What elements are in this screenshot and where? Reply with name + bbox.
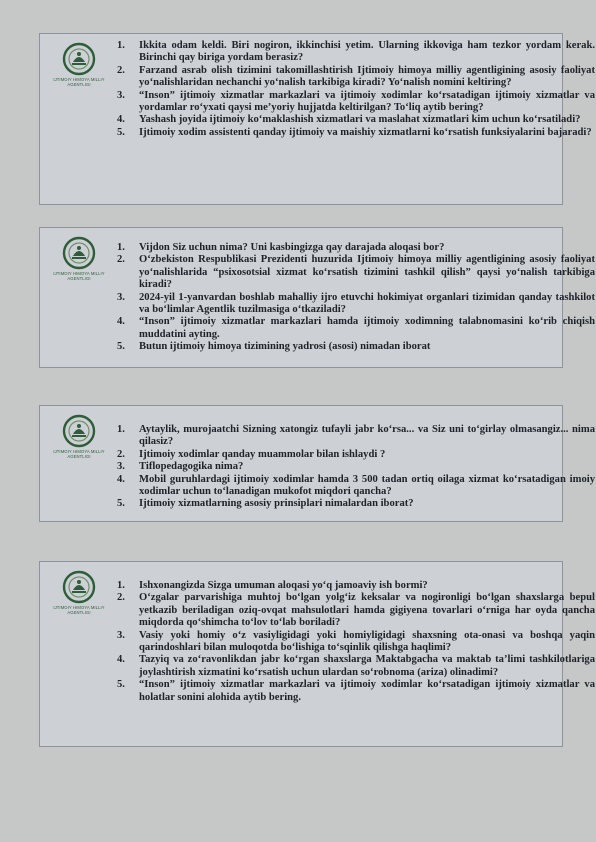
agency-emblem-icon	[62, 570, 96, 604]
question-item	[117, 89, 595, 115]
question-number: 5.	[117, 341, 125, 353]
agency-name: IJTIMOIY HIMOYA MILLIY AGENTLIGI	[53, 605, 105, 615]
question-list	[117, 424, 595, 511]
question-item	[117, 114, 595, 126]
question-number: 4.	[117, 114, 125, 126]
question-text: “Inson” ijtimoiy xizmatlar markazlari va ijtimoiy xodimlar ko‘rsatadigan ijtimoiy xizmatlar va holatlar sonini alohida aytib bering.	[139, 679, 595, 703]
question-item	[117, 461, 595, 473]
question-item	[117, 424, 595, 449]
question-item	[117, 64, 595, 90]
agency-logo	[50, 414, 108, 459]
question-text: O‘zgalar parvarishiga muhtoj bo‘lgan yolg‘iz keksalar va nogironligi bo‘lgan shaxslarga bepul yetkazib beriladigan oziq-ovqat mahsulotlari hamda gigiyena tovarlari o‘rniga har oyda qancha miqdorda qo‘shimcha to‘lov to‘lab boriladi?	[139, 592, 595, 629]
question-item	[117, 341, 595, 353]
question-text: Farzand asrab olish tizimini takomillashtirish Ijtimoiy himoya milliy agentligining asosiy faoliyat yo‘nalishlaridan nechanchi yo‘nalish tarkibiga kiradi? Yo‘nalish nomini keltiring?	[139, 64, 595, 89]
question-number: 5.	[117, 679, 125, 691]
question-item	[117, 254, 595, 291]
question-card-1	[39, 33, 595, 205]
question-card-4	[39, 561, 595, 747]
question-text: Butun ijtimoiy himoya tizimining yadrosi (asosi) nimadan iborat	[139, 341, 431, 353]
question-card-3	[39, 405, 595, 522]
question-text: “Inson” ijtimoiy xizmatlar markazlari hamda ijtimoiy xodimning talabnomasini ko‘rib chiqish muddatini ayting.	[139, 316, 595, 340]
agency-emblem-icon	[62, 42, 96, 76]
question-number: 5.	[117, 126, 125, 138]
question-text: Mobil guruhlardagi ijtimoiy xodimlar hamda 3 500 tadan ortiq oilaga xizmat ko‘rsatadigan imoiy xodimlar uchun to‘lanadigan mukofot miqdori qancha?	[139, 473, 595, 498]
question-text: Yashash joyida ijtimoiy ko‘maklashish xizmatlari va maslahat xizmatlari kim uchun ko‘rsatiladi?	[139, 114, 581, 126]
question-item	[117, 473, 595, 499]
question-number: 1.	[117, 242, 125, 253]
agency-name: IJTIMOIY HIMOYA MILLIY AGENTLIGI	[53, 271, 105, 281]
question-text: “Inson” ijtimoiy xizmatlar markazlari va ijtimoiy xodimlar ko‘rsatadigan ijtimoiy xizmatlar va yordamlar ro‘yxati qaysi me’yoriy hujjatda keltirilgan? To‘liq aytib bering?	[139, 89, 595, 114]
agency-emblem-icon	[62, 236, 96, 270]
question-item	[117, 629, 595, 655]
question-item	[117, 679, 595, 704]
question-text: Ishxonangizda Sizga umuman aloqasi yo‘q jamoaviy ish bormi?	[139, 580, 428, 591]
question-item	[117, 291, 595, 317]
question-number: 3.	[117, 461, 125, 473]
question-number: 2.	[117, 254, 125, 266]
question-list	[117, 40, 595, 139]
question-text: Vasiy yoki homiy o‘z vasiyligidagi yoki homiyligidagi shaxsning ota-onasi va boshqa yaqin qarindoshlari bilan muloqotda bo‘lishiga to‘sqinlik qilishga haqlimi?	[139, 629, 595, 654]
question-item	[117, 448, 595, 461]
question-number: 2.	[117, 448, 125, 460]
question-number: 3.	[117, 629, 125, 641]
agency-logo	[50, 236, 108, 281]
question-number: 4.	[117, 654, 125, 666]
question-number: 1.	[117, 424, 125, 435]
question-text: Ijtimoiy xizmatlarning asosiy prinsiplari nimalardan iborat?	[139, 498, 414, 510]
question-text: Ijtimoiy xodim assistenti qanday ijtimoiy va maishiy xizmatlarni ko‘rsatish funksiyalarini bajaradi?	[139, 126, 592, 138]
agency-emblem-icon	[62, 414, 96, 448]
question-number: 5.	[117, 498, 125, 510]
question-number: 2.	[117, 592, 125, 604]
question-number: 3.	[117, 291, 125, 303]
question-text: O‘zbekiston Respublikasi Prezidenti huzurida Ijtimoiy himoya milliy agentligining asosiy faoliyat yo‘nalishlarida “psixosotsial xizmat ko‘rsatish tizimini tashkil qilish” qaysi yo‘nalish tarkibiga kiradi?	[139, 254, 595, 291]
question-card-2	[39, 227, 595, 368]
agency-name: IJTIMOIY HIMOYA MILLIY AGENTLIGI	[53, 77, 105, 87]
agency-logo	[50, 570, 108, 615]
question-list	[117, 580, 595, 704]
question-text: Aytaylik, murojaatchi Sizning xatongiz tufayli jabr ko‘rsa... va Siz uni to‘girlay olmasangiz... nima qilasiz?	[139, 424, 595, 448]
question-text: 2024-yil 1-yanvardan boshlab mahalliy ijro etuvchi hokimiyat organlari tizimidan qanday tashkilot va bo‘limlar Agentlik tuzilmasiga o‘tkaziladi?	[139, 291, 595, 316]
question-number: 4.	[117, 316, 125, 328]
question-item	[117, 242, 595, 254]
question-item	[117, 654, 595, 679]
question-list	[117, 242, 595, 354]
question-text: Tazyiq va zo‘ravonlikdan jabr ko‘rgan shaxslarga Maktabgacha va maktab ta’limi tashkilotlariga joylashtirish xizmatini ko‘rsatish uchun ulardan so‘robnoma (ariza) olinadimi?	[139, 654, 595, 678]
question-number: 1.	[117, 580, 125, 591]
question-item	[117, 580, 595, 592]
agency-name: IJTIMOIY HIMOYA MILLIY AGENTLIGI	[53, 449, 105, 459]
question-text: Ijtimoiy xodimlar qanday muammolar bilan ishlaydi ?	[139, 448, 386, 460]
question-item	[117, 592, 595, 629]
question-text: Tiflopedagogika nima?	[139, 461, 244, 473]
question-number: 4.	[117, 473, 125, 485]
question-number: 2.	[117, 64, 125, 76]
question-number: 3.	[117, 89, 125, 101]
agency-logo	[50, 42, 108, 87]
question-item	[117, 498, 595, 510]
question-text: Vijdon Siz uchun nima? Uni kasbingizga qay darajada aloqasi bor?	[139, 242, 445, 253]
question-item	[117, 126, 595, 139]
question-item	[117, 316, 595, 341]
question-number: 1.	[117, 40, 125, 51]
question-text: Ikkita odam keldi. Biri nogiron, ikkinchisi yetim. Ularning ikkoviga ham tezkor yordam kerak. Birinchi qay biriga yordam berasiz?	[139, 40, 595, 64]
question-item	[117, 40, 595, 65]
